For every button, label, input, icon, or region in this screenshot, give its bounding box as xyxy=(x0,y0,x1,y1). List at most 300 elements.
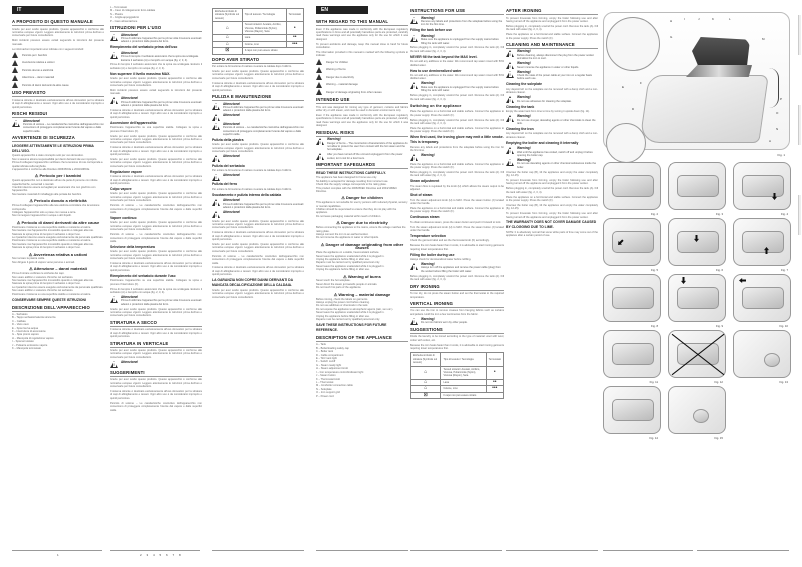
paragraph: Il sistema stirante è destinato esclusivamente all'uso domestico per la stiratura di capi di abbigliamento e tessuti. Ogni altro uso è da considerarsi improprio e quindi pericoloso. xyxy=(110,109,202,119)
list-item: F – Interruttore di accensione xyxy=(12,330,46,334)
list-item: N – Soleplate xyxy=(316,387,332,391)
it-intended-use-title: USO PREVISTO xyxy=(12,90,104,97)
column-en-2 xyxy=(410,6,504,401)
warning-triangle-icon xyxy=(212,211,220,218)
language-tag-it: IT xyxy=(12,6,64,14)
paragraph: Check the garment label and set the thermostat knob (K) accordingly. xyxy=(410,239,490,243)
paragraph: Grazie per aver scelto questo prodotto. Questo apparecchio è conforme alle normative europee vigenti. Leggere attentamente le istruzioni prima dell'uso e conservarle per future consultazioni. xyxy=(110,158,202,168)
list-item: Non usare additivi o sostanze chimiche nel serbatoio. xyxy=(12,289,74,293)
page-edge-markers xyxy=(798,15,802,285)
list-item: A – Serbatoio xyxy=(12,313,28,316)
list-item: B – Tappo serbatoio/valvola sicurezza xyxy=(12,316,56,320)
figure-grid xyxy=(603,162,796,440)
warning-triangle-icon xyxy=(410,17,418,24)
en-boiler-warning-1 xyxy=(506,147,598,157)
table-cell: Tessuti sintetici: Acetato, Acrilico, Viscosa, Poliammide (Nylon), Viscosa (Rayon), Seta xyxy=(441,366,486,379)
list-item: G – Spia pronto vapore xyxy=(12,333,39,337)
paragraph: To obtain continuous steam, press the steam button and push it forward to lock. xyxy=(410,220,502,224)
en-clean-iron-title: Cleaning the iron xyxy=(506,126,534,131)
warning-triangle-icon xyxy=(12,60,19,66)
list-item: Prima di collegare l'apparecchio alla rete elettrica controllare che la tensione corrisponda. xyxy=(12,204,100,211)
it-continuous-steam-title: Vapore continuo xyxy=(110,215,137,220)
label-g: G xyxy=(670,35,673,39)
paragraph: Il sistema stirante è destinato esclusivamente all'uso domestico per la stiratura di capi di abbigliamento e tessuti. Ogni altro uso è da considerarsi improprio e quindi pericoloso. xyxy=(110,175,202,186)
symbol-label: Attenzione – danni materiali xyxy=(22,76,55,80)
en-symbols-list xyxy=(316,59,408,95)
footer-divider xyxy=(316,550,408,551)
table-cell: • xyxy=(486,366,503,379)
paragraph: Grazie per aver scelto questo prodotto. Questo apparecchio è conforme alle normative europee vigenti. Leggere attentamente le istruzioni prima dell'uso e conservarle per future consultazioni. xyxy=(212,70,304,80)
heading-text: Danger of damage originating from other causes xyxy=(325,241,404,251)
paragraph: Il sistema stirante è destinato esclusivamente all'uso domestico per la stiratura di capi di abbigliamento e tessuti. Ogni altro uso è da considerarsi improprio e quindi pericoloso. xyxy=(212,266,304,277)
symbol-label: Danger for children xyxy=(326,60,349,64)
table-cell: Lana xyxy=(441,379,486,385)
warning-text: Danger of burns – The construction characteristics of the appliance do not allow to protect the user from contact with the hot steam and the hot soleplate. xyxy=(327,141,408,152)
table-header: Tipo di tessuto / Tecnologia xyxy=(242,9,286,22)
warning-triangle-icon xyxy=(316,89,323,95)
list-item: Staccare la spina prima di riempire il serbatoio o dopo l'uso. xyxy=(12,282,81,286)
page-number: 1 xyxy=(57,553,59,557)
figure-1-appliance-diagram xyxy=(603,12,790,157)
iron-steam-icon: ⌂ xyxy=(213,41,243,47)
barcode-text: 2 3 4 5 6 7 8 xyxy=(140,553,183,557)
column-it-1 xyxy=(12,6,104,352)
warning-label: Attenzione! xyxy=(223,210,241,215)
warning-triangle-icon xyxy=(12,120,20,127)
list-item: Staccare la spina prima di riempire il serbatoio o dopo l'uso. xyxy=(12,246,81,250)
list-item: E – 'Min' tank light xyxy=(316,357,337,361)
label-p: P xyxy=(780,97,783,101)
warning-text: Remove any labels and protections from the soleplate before using the iron for the first time. xyxy=(421,19,503,27)
list-item: L – Thermostat xyxy=(316,380,334,384)
en-residual-warning xyxy=(316,138,408,152)
table-cell: Il capo non può essere stirato xyxy=(441,392,504,398)
paragraph: Always check for demineralized water before refilling. xyxy=(410,258,472,262)
list-item: Always connect the iron to an earthed socket. xyxy=(316,233,369,236)
it-residual-risks-title: RISCHI RESIDUI xyxy=(12,111,104,118)
figure-5 xyxy=(603,218,661,272)
warning-triangle-icon xyxy=(410,318,418,325)
it-cleaning-title: PULIZIA E MANUTENZIONE xyxy=(212,94,304,101)
figure-7 xyxy=(733,218,791,272)
it-boiler-warning-2 xyxy=(212,211,304,218)
en-children-list xyxy=(316,201,408,218)
paragraph: Do not add any additives to the water. We recommend tap water mixed with 50% distilled water. xyxy=(410,74,504,81)
en-usage-title: INSTRUCTIONS FOR USE xyxy=(410,8,504,15)
warning-text: Do not use vinegar, descaling agents or other chemicals to clean the tank. xyxy=(517,118,596,125)
list-item: I bambini devono essere sorvegliati per assicurarsi che non giochino con l'apparecchio. xyxy=(12,186,96,193)
list-item: Non lasciare mai l'apparecchio incustodito quando è collegato alla rete. xyxy=(12,242,94,246)
warning-triangle-icon xyxy=(316,138,324,145)
list-item: Do not use additives or chemicals in the tank. xyxy=(316,304,369,308)
it-power-on-text: Posizionare l'apparecchio su una superficie stabile. Collegare la spina e premere l'interruttore (F). xyxy=(110,126,202,133)
paragraph: You can use the iron to remove creases from hanging fabrics such as curtains and jackets. Hold the iron a few centimetres from the fabric. xyxy=(410,309,504,316)
en-cleaning-warning-3 xyxy=(506,71,598,81)
paragraph: Grazie per aver scelto questo prodotto. Questo apparecchio è conforme alle normative europee vigenti. Leggere attentamente le istruzioni prima dell'uso e conservarle per future consultazioni. xyxy=(212,243,304,253)
warning-text: Prima di utilizzare l'apparecchio per la prima volta rimuovere eventuali adesivi o protezioni dalla piastra del ferro. xyxy=(223,202,304,210)
paragraph: Pericolo di ustione – Le caratteristiche costruttive dell'apparecchio non consentono di proteggere completamente l'utente dal vapore e dalle superfici calde. xyxy=(110,204,202,214)
en-tank-warning xyxy=(506,115,598,125)
figure-caption: Fig. 13 xyxy=(779,380,788,384)
list-item: E – Spia riserva acqua xyxy=(12,326,39,330)
symbol-label: Danger due to electricity xyxy=(326,75,354,79)
symbol-label: Pericolo per i bambini xyxy=(22,53,47,57)
list-item: Non si assume alcuna responsabilità per danni derivanti da uso improprio. xyxy=(12,157,98,161)
en-children-heading: ⚠ Danger for children xyxy=(341,195,383,201)
en-burns-list xyxy=(316,279,408,289)
heading-text: Warning – material damage xyxy=(338,291,391,297)
figure-caption: Fig. 2 xyxy=(651,212,658,216)
footer-divider xyxy=(697,550,789,551)
paragraph: Do not add any additives to the water. We recommend tap water mixed with 50% distilled water. xyxy=(410,60,504,67)
list-item: Prima di collegare l'apparecchio verificare che la tensione di rete corrisponda a quella indicata sulla targhetta. xyxy=(12,161,103,168)
label-o: O xyxy=(776,111,779,115)
it-safety-subtitle: LEGGERE ATTENTAMENTE LE ISTRUZIONI PRIMA DELL'USO. xyxy=(12,143,94,153)
warning-triangle-icon xyxy=(410,263,418,270)
it-safety-title: AVVERTENZE DI SICUREZZA xyxy=(12,135,104,142)
boiler-base xyxy=(639,75,772,143)
warning-label: Attenzione! xyxy=(223,121,241,126)
en-tips-title: SUGGESTIONS xyxy=(410,327,504,334)
paragraph: Place the appliance on a horizontal and stable surface. Connect the appliance to the power supply. Press the switch (F). xyxy=(506,195,598,202)
warning-text: Never immerse the appliance in water or other liquids. xyxy=(517,65,579,69)
iron-two-dot-icon: ⌂ xyxy=(213,35,243,41)
list-item: Prima di stirare verificare le etichette dei capi. xyxy=(12,272,65,276)
paragraph: Pericolo di ustione – Le caratteristiche costruttive dell'apparecchio non consentono di proteggere completamente l'utente dal vapore e dalle superfici calde. xyxy=(212,254,304,265)
it-cleaning-warning-3 xyxy=(212,123,304,137)
table-header: Tipo di tessuto / Tecnologia xyxy=(441,353,486,366)
list-item: A – Tank xyxy=(316,343,326,347)
list-item: P – Power cord xyxy=(316,394,334,398)
label-j: J xyxy=(698,17,700,21)
warning-triangle-icon xyxy=(212,174,220,181)
symbol-label: Pericolo di danni derivanti da altre cause xyxy=(22,83,69,87)
column-it-2 xyxy=(110,6,202,413)
list-item: D – Cable compartment xyxy=(316,353,344,357)
en-steam-adj-title: Steam adjustment xyxy=(410,179,440,184)
en-note-text: NOTE: It is absolutely normal that some white parts of lime may come out of the appliance after a certain period of use. xyxy=(506,230,598,238)
column-en-1 xyxy=(316,6,408,399)
warning-triangle-icon xyxy=(12,52,19,58)
warning-label: Warning! xyxy=(517,114,531,119)
en-warranty-text: THE WARRANTY DOES NOT COVER DAMAGE CAUSED BY CLOGGING DUE TO LIME. xyxy=(506,220,597,230)
paragraph: Il sistema stirante è destinato esclusivamente all'uso domestico per la stiratura di capi di abbigliamento e tessuti. Ogni altro uso è da considerarsi improprio e quindi pericoloso. xyxy=(110,146,202,157)
en-switch-title: Switching on the appliance xyxy=(410,103,462,108)
warning-text: Pericolo di ustione – Le caratteristiche costruttive dell'apparecchio non consentono di proteggere completamente l'utente dal vapore e dalle superfici calde. xyxy=(223,126,304,136)
figure-caption: Fig. 6 xyxy=(716,268,723,272)
it-burns-heading: ⚠ Avvertenza relativa a ustioni xyxy=(28,251,88,257)
list-item: Never leave the appliance unattended while it is plugged in. xyxy=(316,254,385,258)
it-power-on-title: Accensione dell'apparecchio xyxy=(110,120,157,125)
paragraph: Before plugging in, completely unwind the power cord. Remove the tank (A). Fill the tank with water (fig. 2, 3, 4). xyxy=(410,170,504,178)
table-cell: ••• xyxy=(486,386,503,392)
warning-triangle-icon xyxy=(410,35,418,42)
symbol-label: Warning of burns xyxy=(326,68,346,72)
list-item: Repairs must be carried out by qualified personnel only. xyxy=(316,261,380,265)
en-switch-note: When first used, the ironing glove may emit a little smoke. This is temporary. xyxy=(410,135,504,145)
paragraph: Before plugging in, completely unwind the power cord. Remove the tank (A). Fill the tank with water (fig. 2, 3, 4). xyxy=(506,24,598,32)
list-item: Before connecting the appliance to the mains, ensure the voltage matches the rating plate. xyxy=(316,226,406,233)
label-m: M xyxy=(762,37,765,41)
en-material-heading: ⚠ Warning – material damage xyxy=(333,291,391,297)
warning-label: Warning! xyxy=(421,33,435,38)
table-cell: Il capo non può essere stirato xyxy=(242,48,303,54)
en-fill-text: Before plugging in, completely unwind the power cord. Remove the tank (A). Fill the tank with water (fig. 2, 3, 4). xyxy=(410,46,504,53)
list-item: J – Steam button xyxy=(316,374,336,378)
it-vertical-warning xyxy=(110,361,202,368)
list-item: G – Steam ready light xyxy=(316,363,342,367)
list-item: H – Steam adjustment knob xyxy=(316,367,349,371)
en-temp-title: Temperature selection xyxy=(410,233,446,238)
paragraph: Because the iron heats faster than it cools, it is advisable to start ironing garments requiring lower temperatures first. xyxy=(410,244,505,251)
list-item: Questo apparecchio non è destinato all'uso da parte di persone con ridotte capacità fisiche, sensoriali o mentali. xyxy=(12,179,98,186)
en-cleaning-warning-2 xyxy=(506,62,598,69)
figure-caption: Fig. 4 xyxy=(781,212,788,216)
warning-label: Attenzione! xyxy=(223,113,241,118)
en-electricity-list xyxy=(316,226,408,240)
it-material-heading: ⚠ Attenzione – danni materiali xyxy=(29,266,87,272)
list-item: Never direct the steam jet towards people or animals. xyxy=(316,282,378,286)
list-item: I – Iron temperature control/indicator light xyxy=(316,370,364,374)
paragraph: Empty the water tank from time to time by turning it upside down (fig. 11). xyxy=(506,110,590,114)
it-tank-warning xyxy=(212,174,304,181)
en-vertical-title: VERTICAL IRONING xyxy=(410,301,504,308)
label-n: N xyxy=(776,127,779,131)
it-clean-boiler-title: Svuotamento e pulizia interna della caldaia xyxy=(212,192,282,197)
warning-label: Warning! xyxy=(517,69,531,74)
warning-label: Attenzione! xyxy=(121,294,139,299)
iron-two-dot-icon: ⌂ xyxy=(411,379,441,385)
list-item: J – Pulsante emissione vapore xyxy=(12,343,48,347)
figure-14 xyxy=(603,386,661,440)
figure-12 xyxy=(668,330,726,384)
figure-caption: Fig. 11 xyxy=(649,380,658,384)
en-other-causes-heading: ⚠ Danger of damage originating from other causes xyxy=(320,241,404,251)
warning-triangle-icon xyxy=(506,62,514,69)
en-clean-tank-title: Cleaning the tank xyxy=(506,104,535,109)
it-vertical-title: STIRATURA IN VERTICALE xyxy=(110,341,202,348)
list-item: Non immergere l'apparecchio in acqua o altri liquidi. xyxy=(12,214,72,218)
warning-triangle-icon xyxy=(110,361,118,368)
warning-triangle-icon xyxy=(110,296,118,303)
it-fill-warning xyxy=(110,52,202,62)
heading-text: Danger for children xyxy=(345,195,383,201)
list-item: Always unplug the power cord before cleaning. xyxy=(316,301,370,304)
warning-triangle-icon xyxy=(316,74,323,80)
warning-triangle-icon xyxy=(506,147,514,154)
en-refill-warning xyxy=(410,263,504,273)
column-en-3 xyxy=(506,6,598,239)
list-item: Check that the supply voltage corresponds to the rating plate. xyxy=(316,183,387,187)
iron-illustration xyxy=(686,31,756,83)
paragraph: Place the appliance on a horizontal and stable surface. Connect the appliance to the power supply. Press the switch (F). xyxy=(506,33,598,40)
figure-9 xyxy=(668,274,726,328)
paragraph: Turn the steam adjustment knob (H) to MAX. Press the steam button (J) located under the handle. xyxy=(410,198,504,205)
arrow-down-icon xyxy=(681,277,686,284)
warning-text: Do not iron fabrics worn by other people. xyxy=(421,321,468,325)
en-about-text: Even if the appliance was made in conformity with the European regulatory specifications in force and all potentially hazardous parts are protected, carefully read these warnings and use the appliance only for the use for which it was designed. xyxy=(316,27,408,41)
warning-label: Attenzione! xyxy=(121,50,139,55)
symbol-label: Pericolo dovuto a elettricità xyxy=(22,68,54,72)
label-e: E xyxy=(622,85,625,89)
it-steam-shot-title: Colpo vapore xyxy=(110,186,132,191)
iron-three-dot-icon: ⌂ xyxy=(213,22,243,35)
table-row xyxy=(213,48,304,54)
label-l: L xyxy=(729,17,731,21)
warning-triangle-icon xyxy=(506,71,514,78)
paragraph: To prevent limescale from forming, empty the boiler following use and after having turned off the appliance and unplugged it from the power socket. xyxy=(506,178,598,186)
en-after-title: AFTER IRONING xyxy=(506,8,598,15)
warning-triangle-icon xyxy=(506,96,514,103)
en-cleaning-warning-1 xyxy=(506,50,598,60)
table-header: Etichetta simbolo di stiratura (Symbols sul tessuto) xyxy=(213,9,243,22)
list-item: Posizionare il sistema su una superficie stabile e resistente al calore. xyxy=(12,225,92,229)
warning-triangle-icon xyxy=(410,82,418,89)
paragraph: Before plugging in, completely unwind the power cord. Remove the tank (A). Fill the tank with water (fig. 2, 3, 4). xyxy=(506,187,598,194)
warning-text: Always turn off the appliance and remove the power cable (plug) from the socket before filling the boiler with water. xyxy=(421,266,501,273)
it-fabric-table xyxy=(212,8,304,55)
paragraph: Il sistema stirante è destinato esclusivamente all'uso domestico per la stiratura di capi di abbigliamento e tessuti. Ogni altro uso è da considerarsi improprio e quindi pericoloso. xyxy=(212,231,304,242)
paragraph: Grazie per aver scelto questo prodotto. Questo apparecchio è conforme alle normative europee vigenti. Leggere attentamente le istruzioni prima dell'uso e conservarle per future consultazioni. xyxy=(110,307,202,318)
warning-triangle-icon xyxy=(12,67,19,73)
paragraph: Because the iron heats faster than it cools, it is advisable to start ironing garments requiring lower temperatures first. xyxy=(410,343,505,350)
warning-label: Attenzione! xyxy=(223,154,241,159)
heading-text: Warning of burns xyxy=(347,273,381,279)
figure-10 xyxy=(733,274,791,328)
warning-triangle-icon xyxy=(506,50,514,57)
table-cell: •• xyxy=(486,379,503,385)
table-cell: Lana xyxy=(242,35,286,41)
paragraph: Per evitare la formazione di calcare svuotare la caldaia dopo l'utilizzo. xyxy=(212,169,292,173)
list-item: Place the appliance on a stable, heat-resistant surface. xyxy=(316,251,380,255)
en-plate-warning xyxy=(506,96,598,103)
iron-three-dot-icon: ⌂ xyxy=(411,366,441,379)
en-intended-use-text: This unit was designed for ironing any type of garment, curtains and fabrics either dry or with steam, and must be used in domestic environments only. xyxy=(316,105,408,113)
it-fill-title: Riempimento del serbatoio prima dell'uso xyxy=(110,45,178,50)
label-f: F xyxy=(640,81,642,85)
list-item: Posizionare il sistema su una superficie stabile e resistente al calore. xyxy=(12,292,92,296)
en-max-note: NEVER fill the tank beyond the MAX level. xyxy=(410,54,478,59)
it-intended-use-text: Il sistema stirante è destinato esclusivamente all'uso domestico per la stiratura di capi di abbigliamento e tessuti. Ogni altro uso è da considerarsi improprio e quindi pericoloso. xyxy=(12,98,104,109)
it-description-list xyxy=(12,313,104,350)
en-safeguards-list xyxy=(316,176,408,193)
symbol-label: Avvertenza relativa a ustioni xyxy=(22,61,55,65)
en-water-note: How to use demineralized water xyxy=(410,68,462,73)
paragraph: Unscrew the boiler cap (B), tilt the appliance and empty the water completely (fig. 12-15). xyxy=(506,203,598,211)
warning-label: Warning! xyxy=(421,15,435,20)
it-usage-warning xyxy=(110,34,202,44)
footer-divider xyxy=(110,550,200,551)
warning-triangle-icon xyxy=(212,199,220,206)
en-safeguards-subtitle: READ THESE INSTRUCTIONS CAREFULLY. xyxy=(316,170,386,175)
figure-3 xyxy=(668,162,726,216)
paragraph: Place the appliance on a horizontal and stable surface. Connect the appliance to the power supply. Press the switch (F). xyxy=(410,206,504,214)
list-item: P – Cavo alimentazione xyxy=(110,19,138,23)
heading-text: Danger due to electricity xyxy=(341,220,388,226)
it-symbols-list xyxy=(12,52,104,88)
figure-caption: Fig. 15 xyxy=(714,436,723,440)
paragraph: Grazie per aver scelto questo prodotto. Questo apparecchio è conforme alle normative europee vigenti. Leggere attentamente le istruzioni prima dell'uso e conservarle per future consultazioni. xyxy=(212,219,304,230)
it-temperature-title: Selezione della temperatura xyxy=(110,244,155,249)
paragraph: Pericolo di ustione – Le caratteristiche costruttive dell'apparecchio non consentono di proteggere completamente l'utente dal vapore e dalle superfici calde. xyxy=(110,233,202,243)
en-dry-title: DRY IRONING xyxy=(410,284,504,291)
en-keep-instructions: SAVE THESE INSTRUCTIONS FOR FUTURE REFERENCE. xyxy=(316,322,387,332)
power-cord xyxy=(769,68,779,108)
warning-text: Do not use abrasives for cleaning the soleplate. xyxy=(517,99,572,103)
en-vertical-warning xyxy=(410,318,504,325)
table-row xyxy=(411,392,504,398)
warning-triangle-icon xyxy=(12,75,19,81)
table-header: Termostato xyxy=(486,353,503,366)
en-intended-use-title: INTENDED USE xyxy=(316,97,408,104)
warning-text: Before cleaning, always disconnect the plug from the power socket and allow the iron to cool. xyxy=(517,53,594,61)
en-fill-title: Filling the tank before use xyxy=(410,28,453,33)
list-item: D – Vano cavo xyxy=(12,323,29,327)
en-symbols-intro: The information provided in this manual is marked with the following symbols to indicate: xyxy=(316,50,408,58)
list-item: Le riparazioni devono essere eseguite esclusivamente da personale qualificato. xyxy=(12,235,104,239)
list-item: Do not leave packaging material within reach of children. xyxy=(316,214,382,218)
list-item: N – Piastra xyxy=(110,12,123,16)
it-clean-tank-title: Pulizia del serbatoio xyxy=(212,163,245,168)
it-fill-text: Prima di riempire il serbatoio assicurarsi che la spina sia scollegata. Estrarre il serbatoio (A) e riempirlo con acqua (fig. 2, 3, 4). xyxy=(110,63,202,70)
figure-15 xyxy=(668,386,726,440)
paragraph: Before plugging in, completely unwind the power cord. Remove the tank (A). Fill the tank with water (fig. 2, 3, 4). xyxy=(410,274,504,282)
list-item: O – Griglia appoggiaferro xyxy=(110,16,140,20)
symbol-label: Danger of damage originating from other causes xyxy=(326,90,382,94)
warning-label: Warning! xyxy=(421,262,435,267)
list-item: H – Manopola di regolazione vapore xyxy=(12,336,54,340)
paragraph: Any deposit left on the soleplate can be removed with a damp cloth and a non-abrasive cleaner. xyxy=(506,87,598,95)
en-boiler-warning-2 xyxy=(506,159,598,169)
en-empty-boiler-title: Emptying the boiler and cleaning it internally xyxy=(506,140,579,145)
table-cell: Tessuti sintetici: Acetato, Acrilico, Viscosa, Poliammide (Nylon), Viscosa (Rayon), Seta xyxy=(242,22,286,35)
paragraph: Il sistema stirante è destinato esclusivamente all'uso domestico per la stiratura di capi di abbigliamento e tessuti. Ogni altro uso è da considerarsi improprio e quindi pericoloso. xyxy=(110,389,202,400)
paragraph: Place the appliance on a horizontal and stable surface. Connect the appliance to the power supply. Press the switch (F). xyxy=(410,162,504,170)
table-row xyxy=(411,366,504,379)
figure-caption: Fig. 3 xyxy=(716,212,723,216)
en-residual-risks-title: RESIDUAL RISKS xyxy=(316,130,408,137)
warning-triangle-icon xyxy=(316,59,323,65)
list-item: Never leave the appliance unattended while it is plugged in. xyxy=(316,311,385,315)
it-children-heading: ⚠ Pericolo per i bambini xyxy=(34,173,82,179)
list-item: The appliance has been designed for home use only. xyxy=(316,176,377,180)
warning-label: Warning! xyxy=(517,146,531,151)
en-safeguards-title: IMPORTANT SAFEGUARDS xyxy=(316,162,408,169)
heading-text: Pericolo per i bambini xyxy=(39,173,82,179)
warning-label: Attenzione! xyxy=(223,198,241,203)
heading-text: Pericolo dovuto a elettricità xyxy=(34,198,87,204)
table-header: Termostato xyxy=(286,9,303,22)
it-other-causes-heading: ⚠ Pericolo di danni derivanti da altre cause xyxy=(16,219,100,225)
paragraph: To iron dry, do not press the steam button and set the thermostat to the required temperature. xyxy=(410,292,504,299)
label-k: K xyxy=(712,17,715,21)
warning-triangle-icon xyxy=(212,155,220,162)
no-iron-icon: ⊠ xyxy=(213,48,243,54)
it-description-title: DESCRIZIONE DELL'APPARECCHIO xyxy=(12,305,104,312)
it-symbols-intro: Le informazioni importanti sono indicate con i seguenti simboli: xyxy=(12,47,84,51)
list-item: Collegare l'apparecchio solo a prese con messa a terra. xyxy=(12,210,77,214)
en-refill-title: Filling the boiler during use xyxy=(410,252,455,257)
figure-8 xyxy=(603,274,661,328)
list-item: This product complies with the 2006/95/EC Directive and 2004/108/EC Directive. xyxy=(316,186,398,193)
en-fill-warning xyxy=(410,35,504,45)
warning-triangle-icon xyxy=(212,103,220,110)
figure-caption: Fig. 7 xyxy=(781,268,788,272)
list-item: K – Manopola termostato xyxy=(12,347,41,351)
it-refill-title: Riempimento del serbatoio durante l'uso xyxy=(110,273,176,278)
it-residual-warning xyxy=(12,120,104,134)
label-i: I xyxy=(684,17,685,21)
